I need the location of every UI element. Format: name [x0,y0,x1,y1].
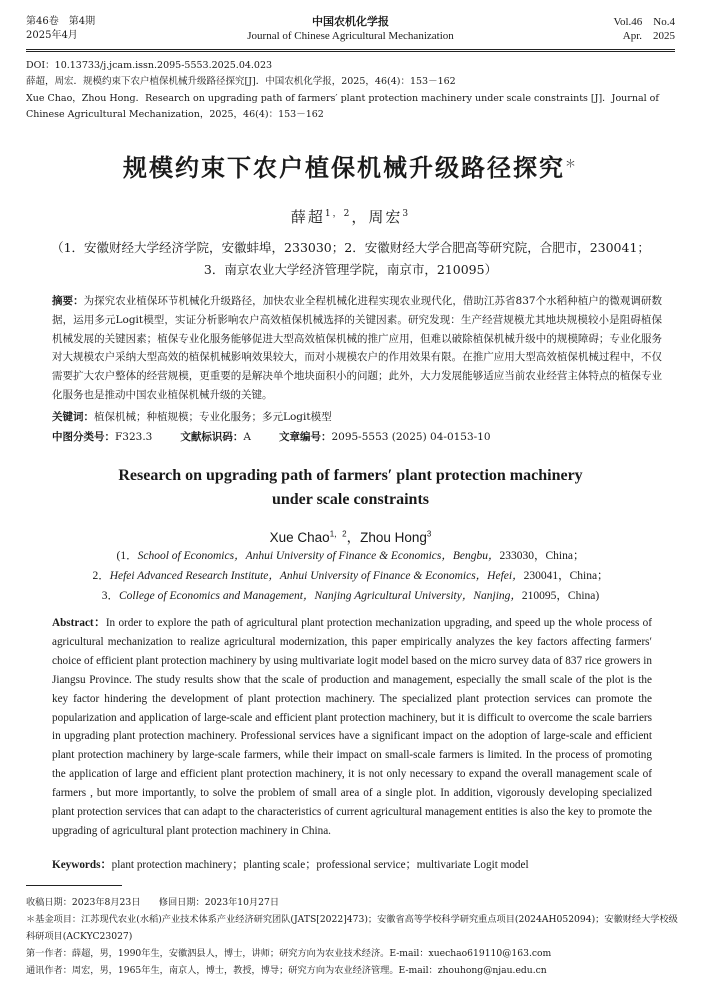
citation-en: Xue Chao，Zhou Hong．Research on upgrading path of farmers′ plant protection machinery under scale constraints [J]．Journal of Chinese Agricultural Mechanization，2025，46(4)：153－162 [26,93,659,120]
author-2-en-sup: 3 [426,529,432,539]
affiliation-en-line-2: 2．Hefei Advanced Research Institute，Anhui University of Finance & Economics，Hefei，230041，China； [92,570,609,582]
affiliations-en [0,546,701,606]
author-2-en: Zhou Hong [360,530,427,545]
footnote-fund: ＊基金项目：江苏现代农业(水稻)产业技术体系产业经济研究团队(JATS[2022]473)；安徽省高等学校科学研究重点项目(2024AH052094)；安徽财经大学校级科研项目(ACKYC23027) [26,914,678,942]
author-2-cn-sup: 3 [402,209,411,219]
doc-code-label: 文献标识码： [180,431,244,443]
doi[interactable]: DOI：10.13733/j.jcam.issn.2095-5553.2025.04.023 [26,60,273,71]
authors-en [0,526,701,546]
authors-cn [0,206,701,227]
journal-name-en: Journal of Chinese Agricultural Mechanization [247,30,454,42]
keywords-cn [52,408,662,426]
abstract-en [52,614,652,841]
article-id-value: 2095-5553 (2025) 04-0153-10 [331,431,491,443]
paper-title-en-line2: under scale constraints [271,491,430,508]
footnote-rule [26,885,122,886]
footnote-received: 收稿日期：2023年8月23日 修回日期：2023年10月27日 [26,897,280,908]
doc-code-value: A [243,431,251,443]
author-separator: ， [351,208,369,226]
abstract-cn-label: 摘要： [52,295,84,307]
volume-issue-cn: 第46卷 第4期 [26,16,96,27]
author-1-en-sup: 1，2 [329,529,347,539]
paper-title-cn-text: 规模约束下农户植保机械升级路径探究 [123,154,565,182]
journal-name-cn: 中国农机化学报 [312,15,389,28]
keywords-cn-text: 植保机械；种植规模；专业化服务；多元Logit模型 [94,411,332,423]
header-rule-thin [26,51,675,52]
paper-title-en-line1: Research on upgrading path of farmers′ plant protection machinery [118,467,583,484]
affiliation-en-line-3: 3．College of Economics and Management，Nanjing Agricultural University，Nanjing，210095，China) [101,590,600,602]
author-2-cn: 周宏 [368,208,403,226]
affiliation-cn-line: 3．南京农业大学经济管理学院，南京市，210095） [203,262,498,277]
fund-mark: ＊ [565,157,578,170]
citation-cn: 薛超，周宏．规模约束下农户植保机械升级路径探究[J]．中国农机化学报，2025，46(4)：153－162 [26,76,456,87]
clc-value: F323.3 [115,431,153,443]
date-cn: 2025年4月 [26,30,78,41]
keywords-en-label: Keywords： [52,859,112,871]
abstract-cn [52,292,662,405]
footnote-first-author: 第一作者：薛超，男，1990年生，安徽泗县人，博士，讲师；研究方向为农业技术经济。E-mail：xuechao619110@163.com [26,948,552,959]
keywords-cn-label: 关键词： [52,411,94,423]
header-right [613,15,675,43]
keywords-en [52,856,652,872]
article-id-label: 文章编号： [278,431,332,443]
abstract-en-label: Abstract： [52,617,106,629]
author-separator-en: ， [346,530,361,545]
paper-title-en [0,464,701,512]
footnote-corresponding: 通讯作者：周宏，男，1965年生，南京人，博士，教授，博导；研究方向为农业经济管理。E-mail：zhouhong@njau.edu.cn [26,965,547,976]
abstract-en-text: In order to explore the path of agricultural plant protection mechanization upgrading, and speed up the whole process of agricultural mechanization to realize agricultural modernization, this paper empirically analyzes the key factors affecting farmers′ choice of efficient plant protection machinery by using multivariate logit model based on the micro survey data of 837 rice growers in Jiangsu Province. The study results show that the scale of production and management, especially the small scale of the plot is the key factor hindering the development of plant protection machinery. The specialized plant protection services can promote the popularization and application of large-scale and efficient plant protection machinery, but it is difficult to overcome the scale barriers in upgrading plant protection machinery. Professional services have a significant impact on the adoption of large-scale and efficient plant protection machinery by large-scale farmers, while their impact on small-scale farmers is limited. In the process of promoting the application of large and efficient plant protection machinery, it is not only necessary to expand the overall management scale of farmers , but more importantly, to solve the problem of small area of a single plot. In addition, vigorously developing specialized plant protection services that can adapt to the characteristics of current agricultural management entities is also the key to promote the upgrading of agricultural plant protection machinery in China. [52,617,652,837]
affiliations-cn [0,237,701,281]
author-1-cn-sup: 1，2 [324,209,352,219]
affiliation-cn-line: （1．安徽财经大学经济学院，安徽蚌埠，233030；2．安徽财经大学合肥高等研究院，合肥市，230041； [51,240,650,255]
header-rule [26,49,675,50]
author-1-cn: 薛超 [290,208,325,226]
affiliation-en-line-1: (1．School of Economics，Anhui University of Finance & Economics，Bengbu，233030，China； [116,550,585,562]
abstract-cn-text: 为探究农业植保环节机械化升级路径，加快农业全程机械化进程实现农业现代化，借助江苏省837个水稻种植户的微观调研数据，运用多元Logit模型，实证分析影响农户高效植保机械选择的关键因素。研究发现：生产经营规模尤其地块规模较小是阻碍植保机械发展的关键因素；植保专业化服务能够促进大型高效植保机械的推广应用，但难以破除植保机械升级中的规模障碍；专业化服务对大规模农户采纳大型高效的植保机械影响效果较大，而对小规模农户的作用效果有限。在推广应用大型高效植保机械过程中，不仅需要扩大农户整体的经营规模，更重要的是解决单个地块面积小的问题；此外，大力发展能够适应当前农业经营主体特点的植保专业化服务也是推动中国农业植保机械升级的关键。 [52,295,662,401]
clc-label: 中图分类号： [52,431,115,443]
header-center [0,15,701,43]
paper-title-cn [0,148,701,183]
keywords-en-text: plant protection machinery；planting scale；professional service；multivariate Logit model [111,859,529,871]
author-1-en: Xue Chao [269,530,330,545]
date-en: Apr. 2025 [622,30,675,42]
classification-cn [52,428,662,446]
volume-issue-en: Vol.46 No.4 [613,16,675,28]
